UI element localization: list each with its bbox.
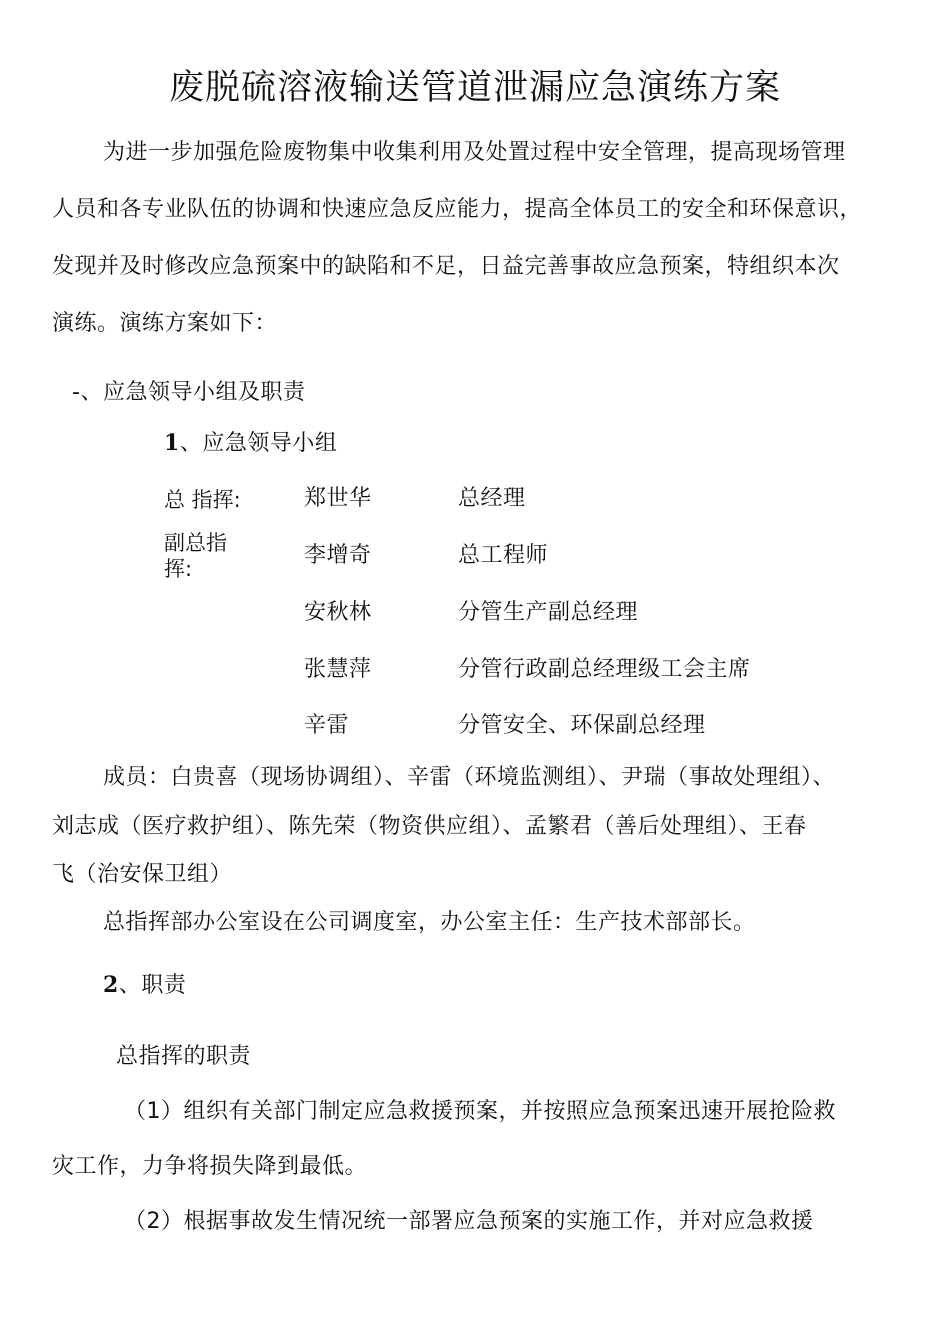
roster-position-4: 分管行政副总经理级工会主席	[458, 657, 751, 682]
roster-name-4: 张慧萍	[304, 657, 372, 682]
duty-1-line-2: 灾工作，力争将损失降到最低。	[52, 1154, 368, 1179]
subsection-2-label: 、职责	[118, 973, 187, 998]
intro-line-2: 人员和各专业队伍的协调和快速应急反应能力，提高全体员工的安全和环保意识，	[52, 197, 863, 222]
roster-position-2: 总工程师	[458, 543, 549, 568]
commander-label: 总 指挥:	[164, 488, 241, 512]
section-1-heading: -、应急领导小组及职责	[72, 380, 306, 405]
members-line-2: 刘志成（医疗救护组）、陈先荣（物资供应组）、孟繁君（善后处理组）、王春	[52, 814, 807, 839]
subsection-1-heading	[164, 428, 337, 459]
intro-line-3: 发现并及时修改应急预案中的缺陷和不足，日益完善事故应急预案，特组织本次	[52, 254, 840, 279]
intro-line-4: 演练。演练方案如下：	[52, 311, 278, 336]
duty-2-line-1: （2）根据事故发生情况统一部署应急预案的实施工作，并对应急救援	[124, 1209, 814, 1234]
intro-line-1: 为进一步加强危险废物集中收集利用及处置过程中安全管理，提高现场管理	[103, 140, 846, 165]
members-line-1: 成员：白贵喜（现场协调组）、辛雷（环境监测组）、尹瑞（事故处理组）、	[103, 765, 836, 790]
roster-name-2: 李增奇	[304, 543, 372, 568]
deputy-label-line-1: 副总指	[164, 531, 227, 555]
document-title: 废脱硫溶液输送管道泄漏应急演练方案	[168, 68, 781, 108]
roster-position-3: 分管生产副总经理	[458, 600, 639, 625]
duty-1-line-1: （1）组织有关部门制定应急救援预案，并按照应急预案迅速开展抢险救	[124, 1099, 836, 1124]
office-statement: 总指挥部办公室设在公司调度室，办公室主任：生产技术部部长。	[103, 910, 756, 935]
deputy-label-line-2: 挥:	[164, 557, 193, 581]
roster-position-5: 分管安全、环保副总经理	[458, 713, 706, 738]
roster-name-5: 辛雷	[304, 713, 350, 738]
subsection-1-number: 1	[164, 430, 180, 456]
subsection-2-number: 2	[103, 972, 119, 998]
commander-duty-heading: 总指挥的职责	[116, 1044, 252, 1069]
subsection-1-label: 、应急领导小组	[179, 431, 338, 456]
members-line-3: 飞（治安保卫组）	[52, 862, 233, 887]
subsection-2-heading	[103, 970, 186, 1001]
roster-name-1: 郑世华	[304, 486, 372, 511]
roster-name-3: 安秋林	[304, 600, 372, 625]
roster-position-1: 总经理	[458, 486, 526, 511]
